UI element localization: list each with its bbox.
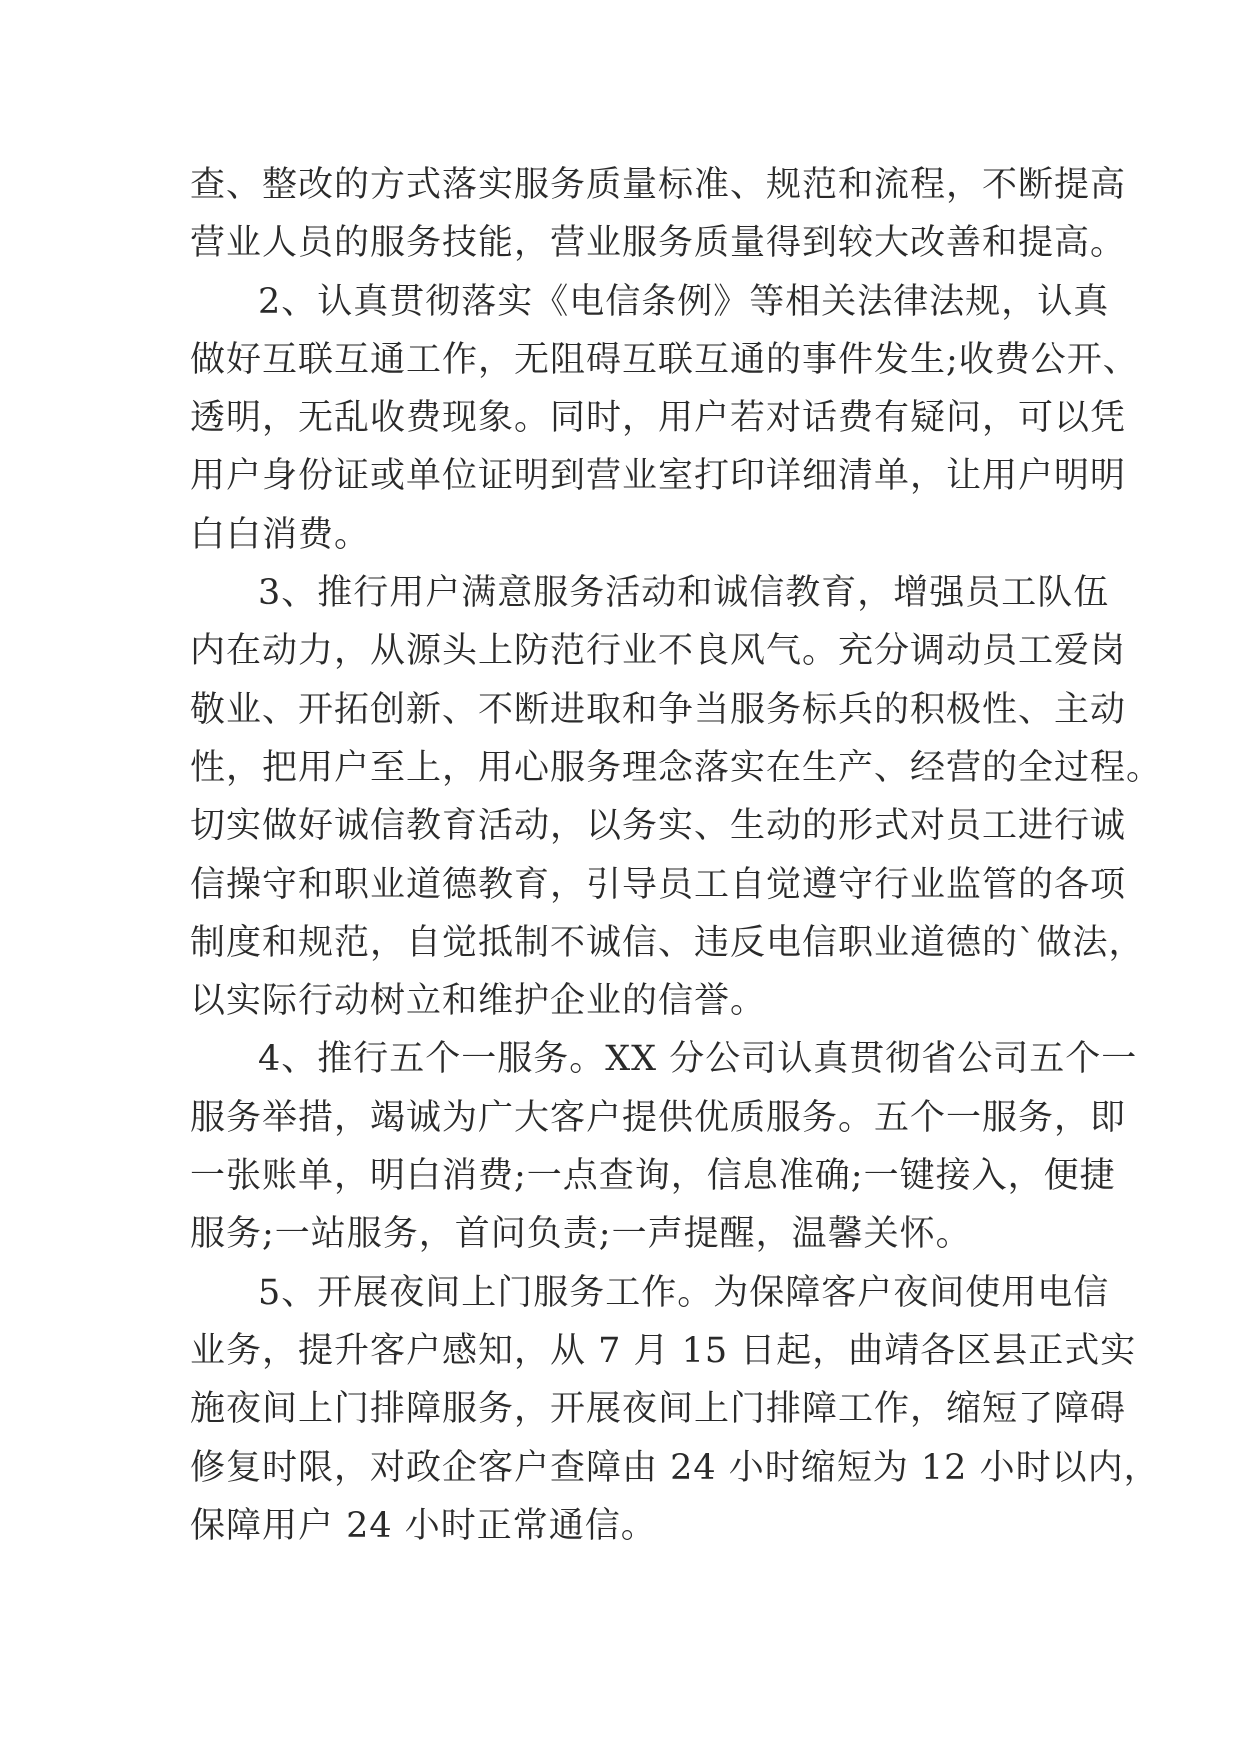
text-line: 透明，无乱收费现象。同时，用户若对话费有疑问，可以凭 [190,398,1127,439]
text-line: 保障用户 24 小时正常通信。 [190,1505,657,1546]
text-line: 3、推行用户满意服务活动和诚信教育，增强员工队伍 [258,573,1110,614]
text-line: 服务;一站服务，首问负责;一声提醒，温馨关怀。 [190,1214,972,1255]
text-line: 2、认真贯彻落实《电信条例》等相关法律法规，认真 [258,281,1110,322]
paragraph-4 [190,1030,1138,1263]
document-body [190,156,1163,1555]
text-line: 性，把用户至上，用心服务理念落实在生产、经营的全过程。 [190,747,1163,788]
text-line: 白白消费。 [190,514,371,555]
text-line: 施夜间上门排障服务，开展夜间上门排障工作，缩短了障碍 [190,1389,1127,1430]
text-line: 服务举措，竭诚为广大客户提供优质服务。五个一服务，即 [190,1097,1127,1138]
text-line: 信操守和职业道德教育，引导员工自觉遵守行业监管的各项 [190,864,1127,905]
text-line: 5、开展夜间上门服务工作。为保障客户夜间使用电信 [258,1272,1110,1313]
text-line: 用户身份证或单位证明到营业室打印详细清单，让用户明明 [190,456,1127,497]
text-line: 敬业、开拓创新、不断进取和争当服务标兵的积极性、主动 [190,689,1127,730]
text-line: 以实际行动树立和维护企业的信誉。 [190,981,767,1022]
paragraph-2 [190,273,1139,564]
paragraph-5 [190,1264,1160,1555]
text-line: 制度和规范，自觉抵制不诚信、违反电信职业道德的`做法， [190,922,1145,963]
text-line: 一张账单，明白消费;一点查询，信息准确;一键接入，便捷 [190,1156,1116,1197]
text-line: 业务，提升客户感知，从 7 月 15 日起，曲靖各区县正式实 [190,1330,1137,1371]
text-line: 营业人员的服务技能，营业服务质量得到较大改善和提高。 [190,223,1127,264]
text-line: 切实做好诚信教育活动，以务实、生动的形式对员工进行诚 [190,806,1127,847]
paragraph-1-continued [190,156,1127,273]
text-line: 修复时限，对政企客户查障由 24 小时缩短为 12 小时以内， [190,1447,1160,1488]
text-line: 4、推行五个一服务。XX 分公司认真贯彻省公司五个一 [258,1039,1138,1080]
text-line: 内在动力，从源头上防范行业不良风气。充分调动员工爱岗 [190,631,1127,672]
text-line: 做好互联互通工作，无阻碍互联互通的事件发生;收费公开、 [190,339,1139,380]
paragraph-3 [190,564,1163,1030]
text-line: 查、整改的方式落实服务质量标准、规范和流程，不断提高 [190,165,1127,205]
